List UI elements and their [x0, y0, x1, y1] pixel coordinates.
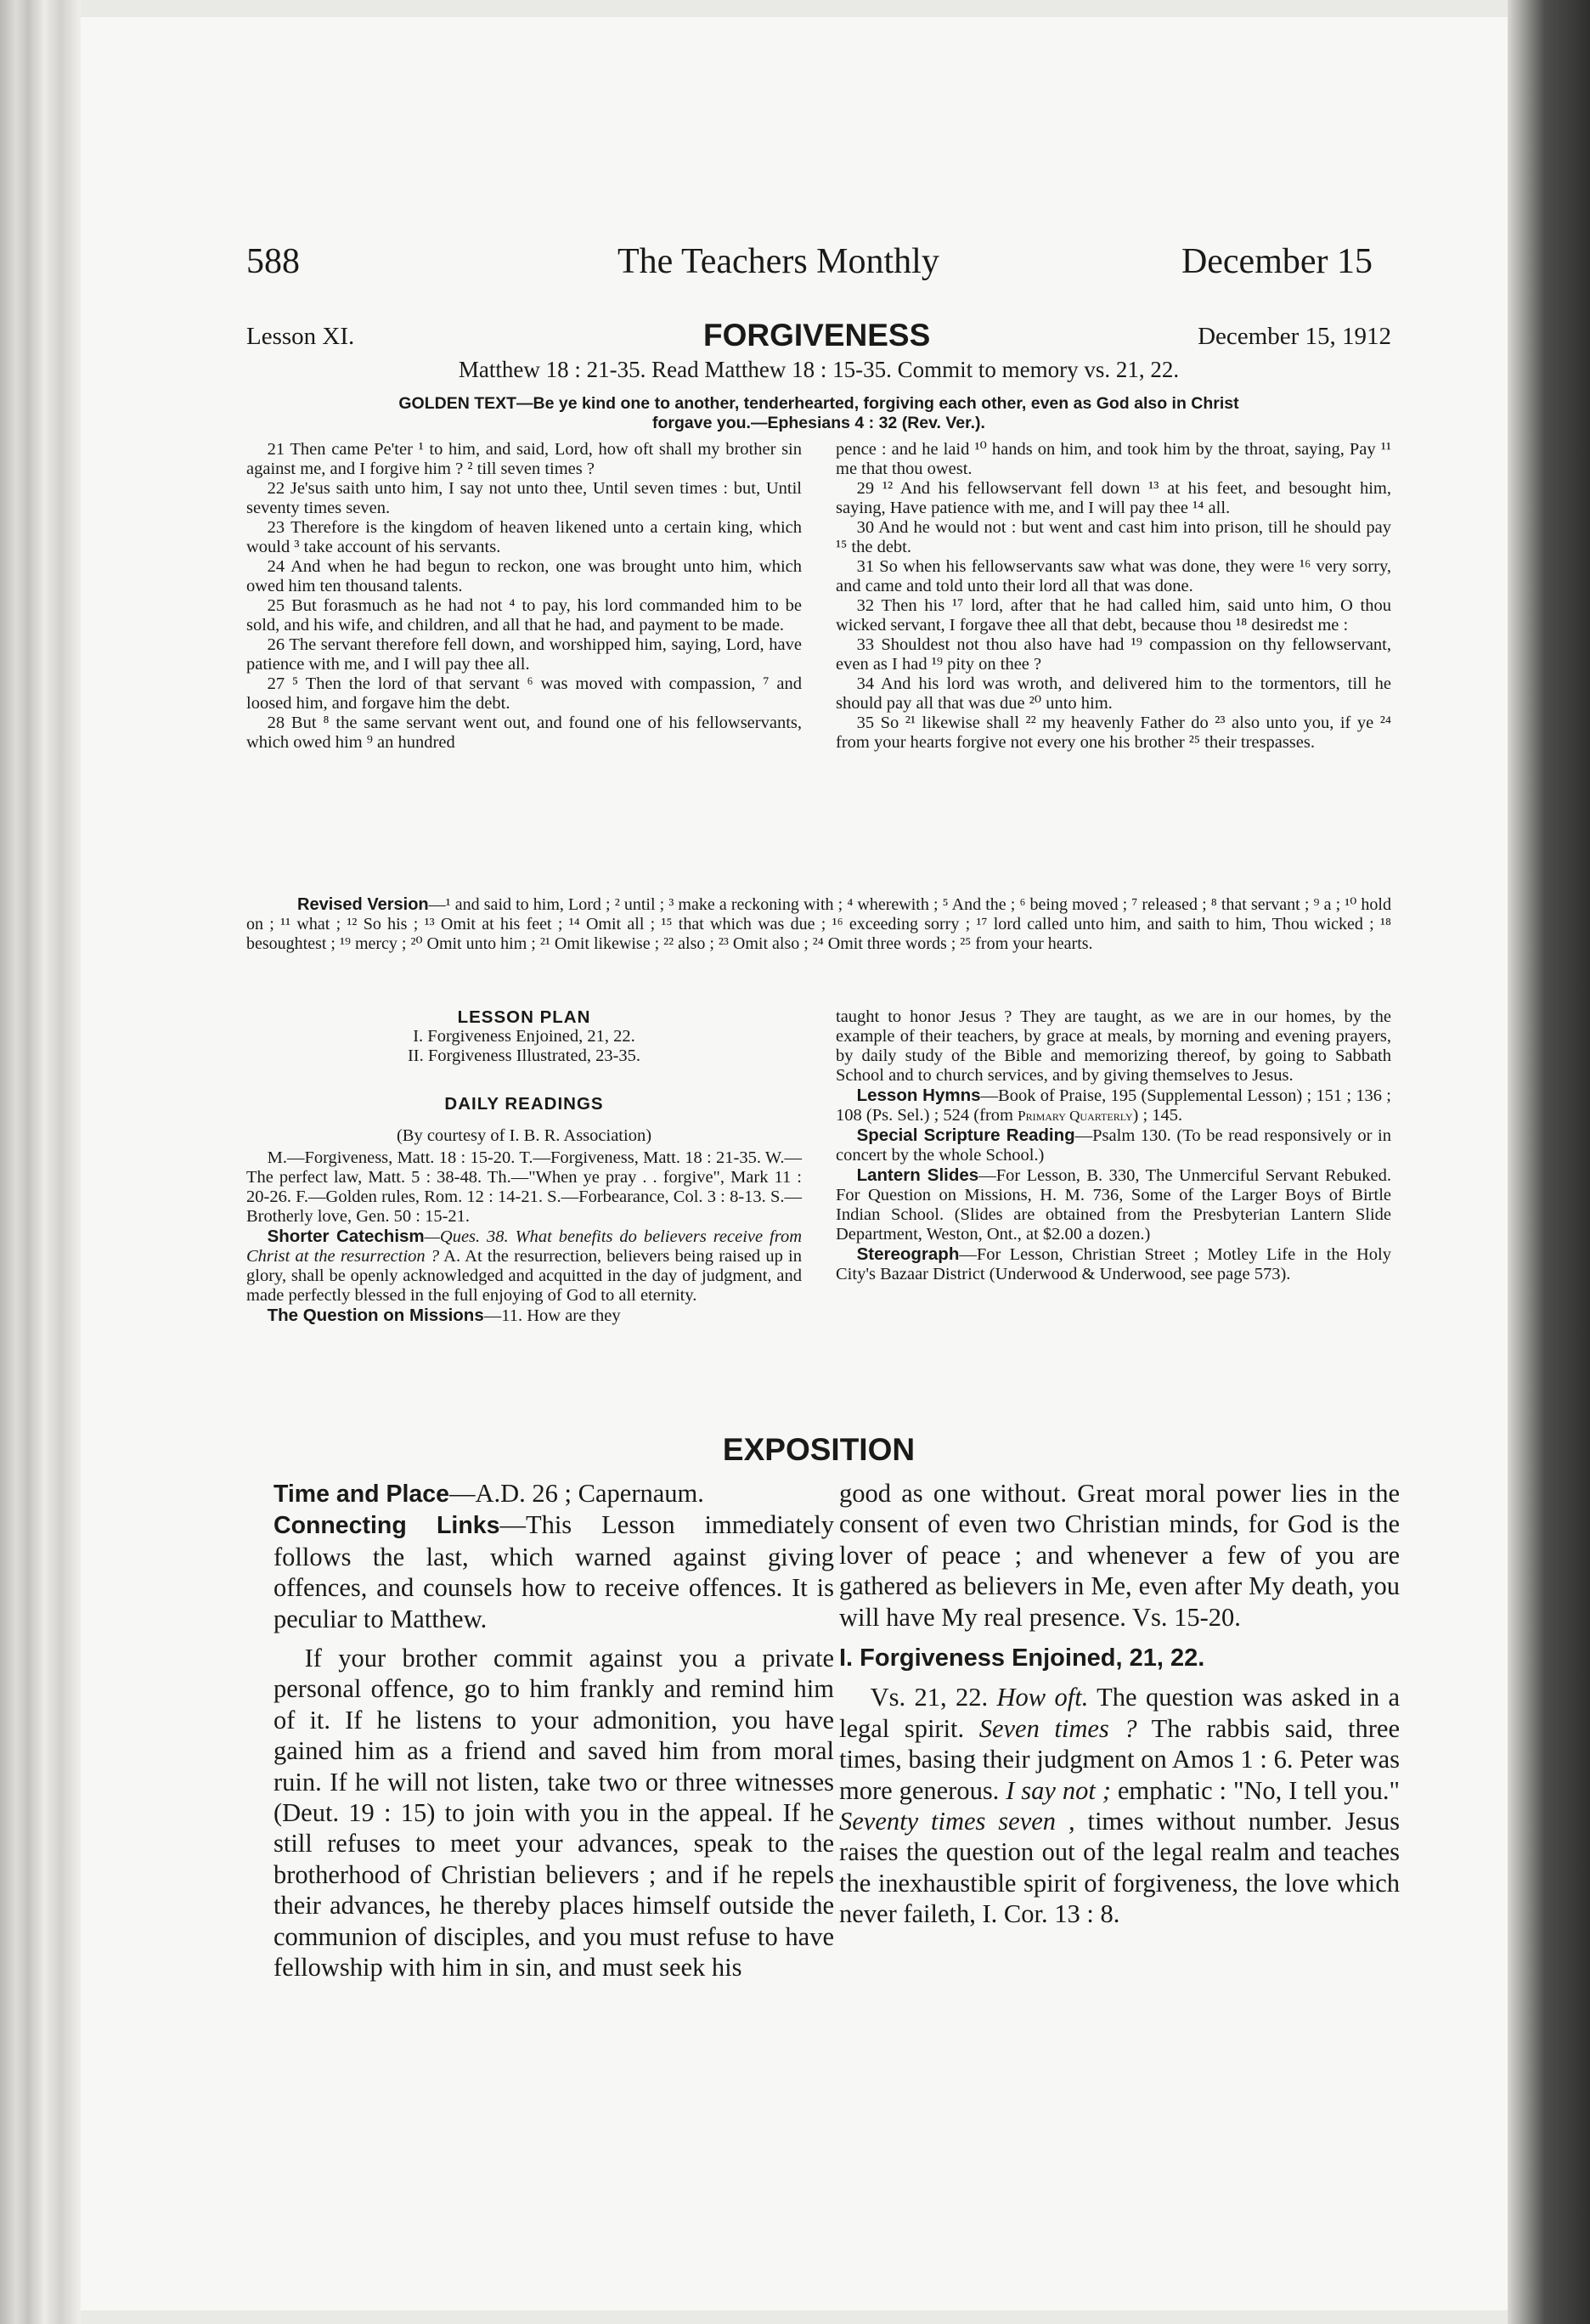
verse: 24 And when he had begun to reckon, one was brought unto him, which owed him ten thousand talents. — [246, 557, 802, 595]
exposition-paragraph-continued: good as one without. Great moral power lies in the consent of even two Christian minds, for God is the lover of peace ; and whenever a few of you are gathered as believers in Me, even after My death, you will have My real presence. Vs. 15-20. — [839, 1479, 1400, 1632]
commentary-term: Seven times ? — [978, 1713, 1137, 1743]
verse: 23 Therefore is the kingdom of heaven likened unto a certain king, which would ³ take account of his servants. — [246, 518, 802, 556]
hymns-source: Primary Quarterly — [1018, 1108, 1133, 1124]
time-place-text: —A.D. 26 ; Capernaum. — [449, 1479, 704, 1508]
verses-left-column — [246, 440, 802, 753]
verse: 31 So when his fellowservants saw what was done, they were ¹⁶ very sorry, and came and told unto their lord all that was done. — [836, 557, 1391, 595]
revised-version-text: —¹ and said to him, Lord ; ² until ; ³ make a reckoning with ; ⁴ wherewith ; ⁵ And the ; ⁶ being moved ; ⁷ released ; ⁸ that servant ; ⁹ a ; ¹⁰ hold on ; ¹¹ what ; ¹² So his ; ¹³ Omit at his feet ; ¹⁴ Omit all ; ¹⁵ that which was due ; ¹⁶ exceeding sorry ; ¹⁷ lord called unto him, and saith to him, Thou wicked ; ¹⁸ besoughtest ; ¹⁹ mercy ; ²⁰ Omit unto him ; ²¹ Omit likewise ; ²² also ; ²³ Omit also ; ²⁴ Omit three words ; ²⁵ from your hearts. — [246, 895, 1391, 953]
special-reading-text: —Psalm 130. (To be read responsively or in concert by the whole School.) — [836, 1126, 1391, 1165]
time-place-heading: Time and Place — [273, 1481, 449, 1508]
lesson-plan-item: II. Forgiveness Illustrated, 23-35. — [407, 1046, 641, 1065]
hymns-heading: Lesson Hymns — [856, 1086, 981, 1105]
commentary-text: emphatic : "No, I tell you." — [1110, 1775, 1400, 1805]
catechism-question: —Ques. 38. What benefits do believers receive from Christ at the resurrection ? — [246, 1227, 802, 1266]
verse: 29 ¹² And his fellowservant fell down ¹³ at his feet, and besought him, saying, Have patience with me, and I will pay thee ¹⁴ all. — [836, 479, 1391, 517]
commentary-text: The question was asked in a legal spirit. — [839, 1683, 1400, 1743]
lower-right-column — [836, 1007, 1391, 1284]
page-number: 588 — [246, 242, 300, 281]
time-and-place — [273, 1478, 834, 1509]
daily-readings-text: M.—Forgiveness, Matt. 18 : 15-20. T.—Forgiveness, Matt. 18 : 21-35. W.—The perfect law, Matt. 5 : 38-48. Th.—"When ye pray . . forgive", Mark 11 : 20-26. F.—Golden rules, Rom. 12 : 14-21. S.—Forbearance, Col. 3 : 8-13. S.—Brotherly love, Gen. 50 : 15-21. — [246, 1148, 802, 1226]
exposition-left-column — [273, 1478, 834, 1983]
commentary-text: The rabbis said, three times, basing their judgment on Amos 1 : 6. Peter was more generous. — [839, 1713, 1400, 1805]
verse: 30 And he would not : but went and cast him into prison, till he should pay ¹⁵ the debt. — [836, 518, 1391, 556]
commentary-text: times without number. Jesus raises the question out of the legal realm and teaches the inexhaustible spirit of forgiveness, the love which never faileth, I. Cor. 13 : 8. — [839, 1807, 1400, 1929]
exposition-right-column — [839, 1478, 1400, 1930]
verse: 21 Then came Pe'ter ¹ to him, and said, Lord, how oft shall my brother sin against me, and I forgive him ? ² till seven times ? — [246, 440, 802, 478]
commentary-term: Seventy times seven , — [839, 1807, 1075, 1836]
golden-text-quote: GOLDEN TEXT—Be ye kind one to another, tenderhearted, forgiving each other, even as God also in Christ — [398, 394, 1239, 413]
verse: 33 Shouldest not thou also have had ¹⁹ compassion on thy fellowservant, even as I had ¹⁹ pity on thee ? — [836, 635, 1391, 674]
lesson-plan — [246, 1007, 802, 1066]
book-spine-edge — [0, 0, 81, 2324]
verse: 35 So ²¹ likewise shall ²² my heavenly Father do ²³ also unto you, if ye ²⁴ from your hearts forgive not every one his brother ²⁵ their trespasses. — [836, 714, 1391, 752]
verse: 32 Then his ¹⁷ lord, after that he had called him, said unto him, O thou wicked servant, I forgave thee all that debt, because thou ¹⁸ desiredst me : — [836, 596, 1391, 635]
missions-continuation: taught to honor Jesus ? They are taught, as we are in our homes, by the example of their teachers, by grace at meals, by morning and evening prayers, by daily study of the Bible and memorizing thereof, by going to Sabbath School and to church services, and by giving themselves to Jesus. — [836, 1007, 1391, 1085]
exposition-heading: EXPOSITION — [722, 1432, 916, 1467]
golden-text-reference: forgave you.—Ephesians 4 : 32 (Rev. Ver.). — [652, 414, 985, 432]
hymns-text: —Book of Praise, 195 (Supplemental Lesson) ; 151 ; 136 ; 108 (Ps. Sel.) ; 524 (from — [836, 1086, 1391, 1125]
lesson-title-line — [246, 318, 1391, 360]
lesson-date: December 15, 1912 — [1198, 323, 1391, 350]
special-reading — [836, 1125, 1391, 1165]
verse-continuation: pence : and he laid ¹⁰ hands on him, and took him by the throat, saying, Pay ¹¹ me that thou owest. — [836, 440, 1391, 478]
connecting-links-heading: Connecting Links — [273, 1512, 500, 1540]
lantern-slides-text: —For Lesson, B. 330, The Unmerciful Servant Rebuked. For Question on Missions, H. M. 736, Some of the Larger Boys of Birtle Indian School. (Slides are obtained from the Presbyterian Lantern Slide Department, Weston, Ont., at $2.00 a dozen.) — [836, 1166, 1391, 1244]
verse: 26 The servant therefore fell down, and worshipped him, saying, Lord, have patience with me, and I will pay thee all. — [246, 635, 802, 674]
catechism-heading: Shorter Catechism — [267, 1227, 425, 1246]
golden-text — [246, 394, 1391, 433]
connecting-links — [273, 1509, 834, 1634]
daily-readings-courtesy: (By courtesy of I. B. R. Association) — [396, 1126, 652, 1145]
revised-version-heading: Revised Version — [297, 895, 429, 914]
catechism-answer: A. At the resurrection, believers being raised up in glory, shall be openly acknowledged and acquitted in the day of judgment, and made perfectly blessed in the full enjoying of God to all eternity. — [246, 1247, 802, 1305]
verse: 25 But forasmuch as he had not ⁴ to pay, his lord commanded him to be sold, and his wife, and children, and all that he had, and payment to be made. — [246, 596, 802, 635]
daily-readings-heading: DAILY READINGS — [444, 1094, 604, 1114]
scripture-reference: Matthew 18 : 21-35. Read Matthew 18 : 15-35. Commit to memory vs. 21, 22. — [458, 357, 1180, 382]
hymns-text-end: ) ; 145. — [1132, 1106, 1183, 1125]
lesson-plan-item: I. Forgiveness Enjoined, 21, 22. — [413, 1027, 635, 1046]
commentary-ref: Vs. 21, 22. — [870, 1683, 997, 1712]
commentary-term: How oft. — [996, 1683, 1089, 1712]
lesson-number: Lesson XI. — [246, 323, 355, 350]
missions-heading: The Question on Missions — [267, 1306, 484, 1325]
lower-left-column — [246, 1148, 802, 1326]
verse: 27 ⁵ Then the lord of that servant ⁶ was moved with compassion, ⁷ and loosed him, and forgave him the debt. — [246, 674, 802, 713]
lesson-plan-heading: LESSON PLAN — [457, 1007, 591, 1027]
revised-version-notes — [246, 895, 1391, 954]
exposition-paragraph: If your brother commit against you a private personal offence, go to him frankly and remind him of it. If he listens to your admonition, you have gained him as a friend and saved him from moral ruin. If he will not listen, take two or three witnesses (Deut. 19 : 15) to join with you in the appeal. If he still refuses to meet your advances, speak to the brotherhood of Christian believers ; and if he repels their advances, he thereby places himself outside the communion of disciples, and you must refuse to have fellowship with him in sin, and must seek his — [273, 1644, 834, 1983]
missions-question — [246, 1306, 802, 1326]
verses-right-column — [836, 440, 1391, 753]
book-right-edge — [1508, 0, 1590, 2324]
catechism — [246, 1227, 802, 1306]
section-heading: I. Forgiveness Enjoined, 21, 22. — [839, 1644, 1205, 1672]
connecting-links-text: —This Lesson immediately follows the last, which warned against giving offences, and counsels how to receive offences. It is peculiar to Matthew. — [273, 1510, 834, 1633]
section-commentary — [839, 1682, 1400, 1929]
lesson-hymns — [836, 1086, 1391, 1125]
verse: 28 But ⁸ the same servant went out, and found one of his fellowservants, which owed him ⁹ an hundred — [246, 714, 802, 752]
special-reading-heading: Special Scripture Reading — [856, 1125, 1075, 1145]
stereograph — [836, 1244, 1391, 1284]
publication-title: The Teachers Monthly — [617, 242, 939, 281]
running-header — [246, 241, 1373, 292]
stereograph-heading: Stereograph — [856, 1244, 960, 1264]
lantern-slides — [836, 1165, 1391, 1244]
lantern-slides-heading: Lantern Slides — [856, 1165, 979, 1185]
missions-text-start: —11. How are they — [483, 1306, 621, 1325]
lesson-title: FORGIVENESS — [703, 318, 931, 353]
verse: 22 Je'sus saith unto him, I say not unto thee, Until seven times : but, Until seventy times seven. — [246, 479, 802, 517]
stereograph-text: —For Lesson, Christian Street ; Motley Life in the Holy City's Bazaar District (Underwood & Underwood, see page 573). — [836, 1245, 1391, 1283]
commentary-term: I say not ; — [1006, 1775, 1111, 1805]
issue-date: December 15 — [1181, 242, 1373, 281]
verse: 34 And his lord was wroth, and delivered him to the tormentors, till he should pay all that was due ²⁰ unto him. — [836, 674, 1391, 713]
